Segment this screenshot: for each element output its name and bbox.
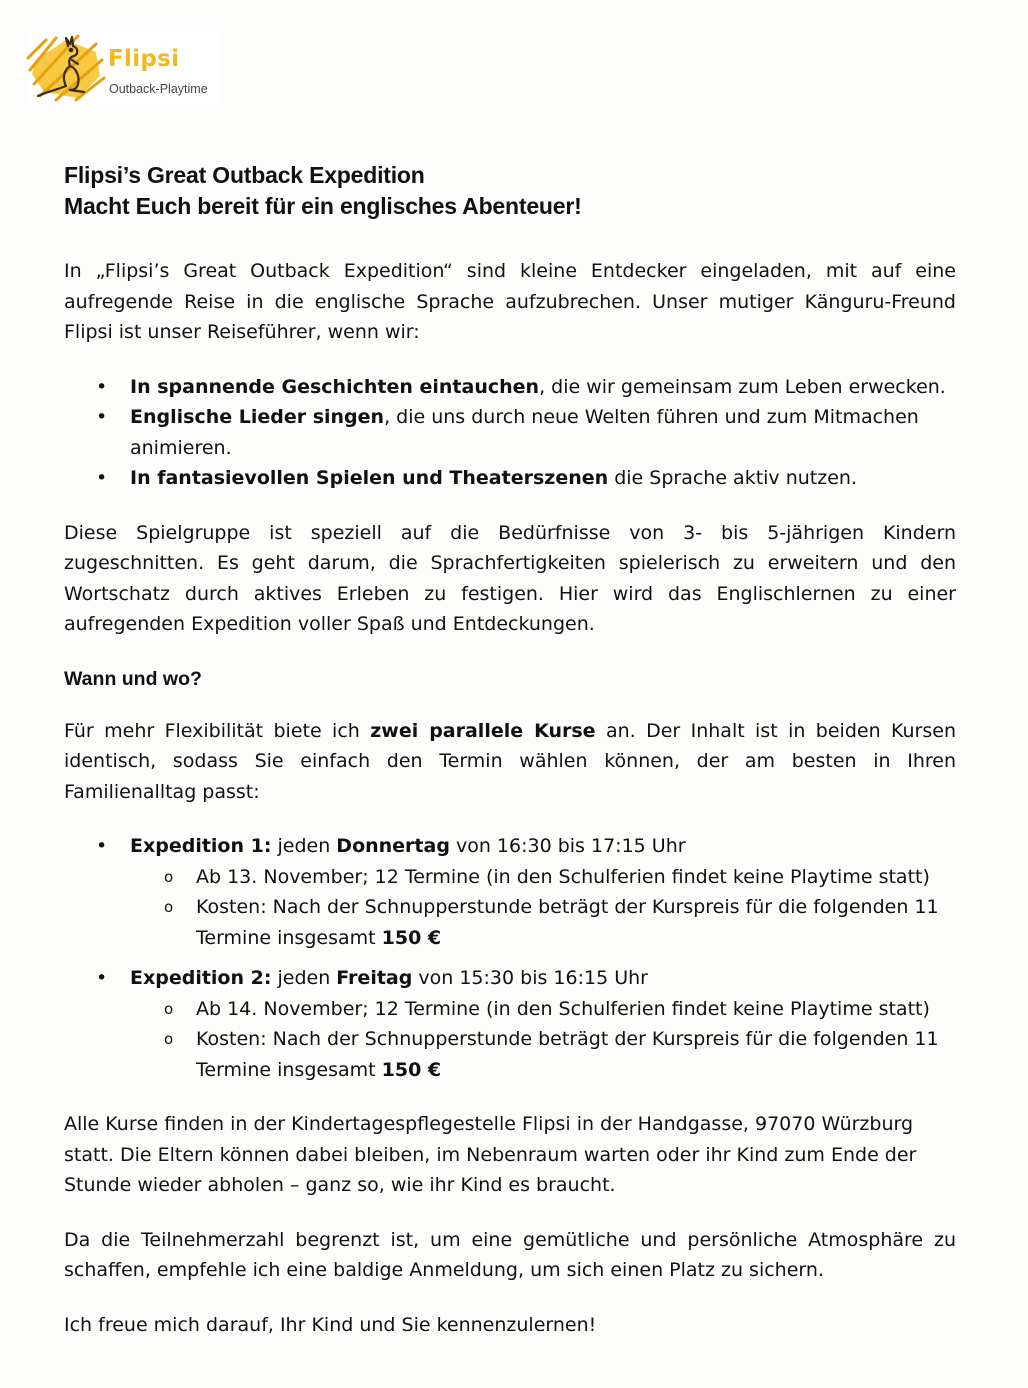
course-item	[130, 831, 956, 953]
list-item	[130, 402, 956, 463]
course-item	[130, 963, 956, 1085]
course-price: 150 €	[381, 1058, 442, 1081]
document-body	[64, 160, 956, 1364]
text-run: Kosten: Nach der Schnupperstunde beträgt der Kurspreis für die folgenden 11 Termine insgesamt	[196, 896, 939, 949]
course-list	[64, 831, 956, 1085]
section-heading: Wann und wo?	[64, 667, 202, 690]
course-name: Expedition 1:	[130, 835, 272, 857]
course-details	[130, 862, 956, 954]
list-item	[130, 372, 956, 403]
text-run: jeden	[271, 967, 337, 989]
activity-bold: Englische Lieder singen	[130, 406, 385, 428]
activity-text: , die wir gemeinsam zum Leben erwecken.	[539, 375, 946, 398]
logo	[26, 30, 218, 104]
text-run-bold: zwei parallele Kurse	[370, 719, 596, 742]
page-title	[64, 160, 956, 222]
brand-name: Flipsi	[108, 46, 180, 72]
course-time: von 16:30 bis 17:15 Uhr	[449, 835, 686, 857]
course-name: Expedition 2:	[130, 967, 272, 989]
description-paragraph: Diese Spielgruppe ist speziell auf die Bedürfnisse von 3- bis 5-jährigen Kindern zugeschnitten. Es geht darum, die Sprachfertigkeiten spielerisch zu erweitern und den Wortschatz durch aktives Erleben zu festigen. Hier wird das Englischlernen zu einer aufregenden Expedition voller Spaß und Entdeckungen.	[64, 521, 956, 635]
closing-paragraph: Ich freue mich darauf, Ihr Kind und Sie kennenzulernen!	[64, 1313, 597, 1336]
course-cost	[196, 1024, 956, 1085]
brand-tagline: Outback-Playtime	[109, 82, 208, 96]
intro-paragraph: In „Flipsi’s Great Outback Expedition“ sind kleine Entdecker eingeladen, mit auf eine aufregende Reise in die englische Sprache aufzubrechen. Unser mutiger Känguru-Freund Flipsi ist unser Reiseführer, wenn wir:	[64, 260, 956, 343]
course-time: von 15:30 bis 16:15 Uhr	[412, 967, 648, 989]
text-run: an. Der Inhalt ist in beiden Kursen identisch, sodass Sie einfach den Termin wählen können, der am besten in Ihren Familienalltag passt:	[64, 719, 956, 803]
course-details	[130, 994, 956, 1086]
course-cost	[196, 892, 956, 953]
registration-paragraph: Da die Teilnehmerzahl begrenzt ist, um eine gemütliche und persönliche Atmosphäre zu schaffen, empfehle ich eine baldige Anmeldung, um sich einen Platz zu sichern.	[64, 1228, 956, 1281]
course-price: 150 €	[381, 926, 442, 949]
title-line-2: Macht Euch bereit für ein englisches Abenteuer!	[64, 193, 582, 219]
activity-text: die Sprache aktiv nutzen.	[608, 467, 857, 489]
title-line-1: Flipsi’s Great Outback Expedition	[64, 162, 425, 188]
course-day: Freitag	[336, 967, 413, 989]
activity-bold: In spannende Geschichten eintauchen	[130, 375, 540, 398]
course-day: Donnertag	[336, 835, 450, 857]
activity-list	[64, 372, 956, 494]
list-item	[130, 463, 956, 494]
text-run: Kosten: Nach der Schnupperstunde beträgt der Kurspreis für die folgenden 11 Termine insgesamt	[196, 1028, 939, 1081]
text-run: jeden	[271, 835, 337, 857]
kangaroo-icon	[26, 30, 106, 104]
activity-bold: In fantasievollen Spielen und Theaterszenen	[130, 467, 609, 489]
location-paragraph: Alle Kurse finden in der Kindertagespflegestelle Flipsi in der Handgasse, 97070 Würzburg statt. Die Eltern können dabei bleiben, im Nebenraum warten oder ihr Kind zum Ende der Stunde wieder abholen – ganz so, wie ihr Kind es braucht.	[64, 1113, 917, 1196]
course-start: o Ab 14. November; 12 Termine (in den Schulferien findet keine Playtime statt)	[196, 994, 956, 1025]
text-run: Für mehr Flexibilität biete ich	[64, 719, 371, 742]
courses-intro-paragraph	[64, 716, 956, 808]
activity-text: , die uns durch neue Welten führen und zum Mitmachen animieren.	[130, 406, 919, 459]
course-start: o Ab 13. November; 12 Termine (in den Schulferien findet keine Playtime statt)	[196, 862, 956, 893]
